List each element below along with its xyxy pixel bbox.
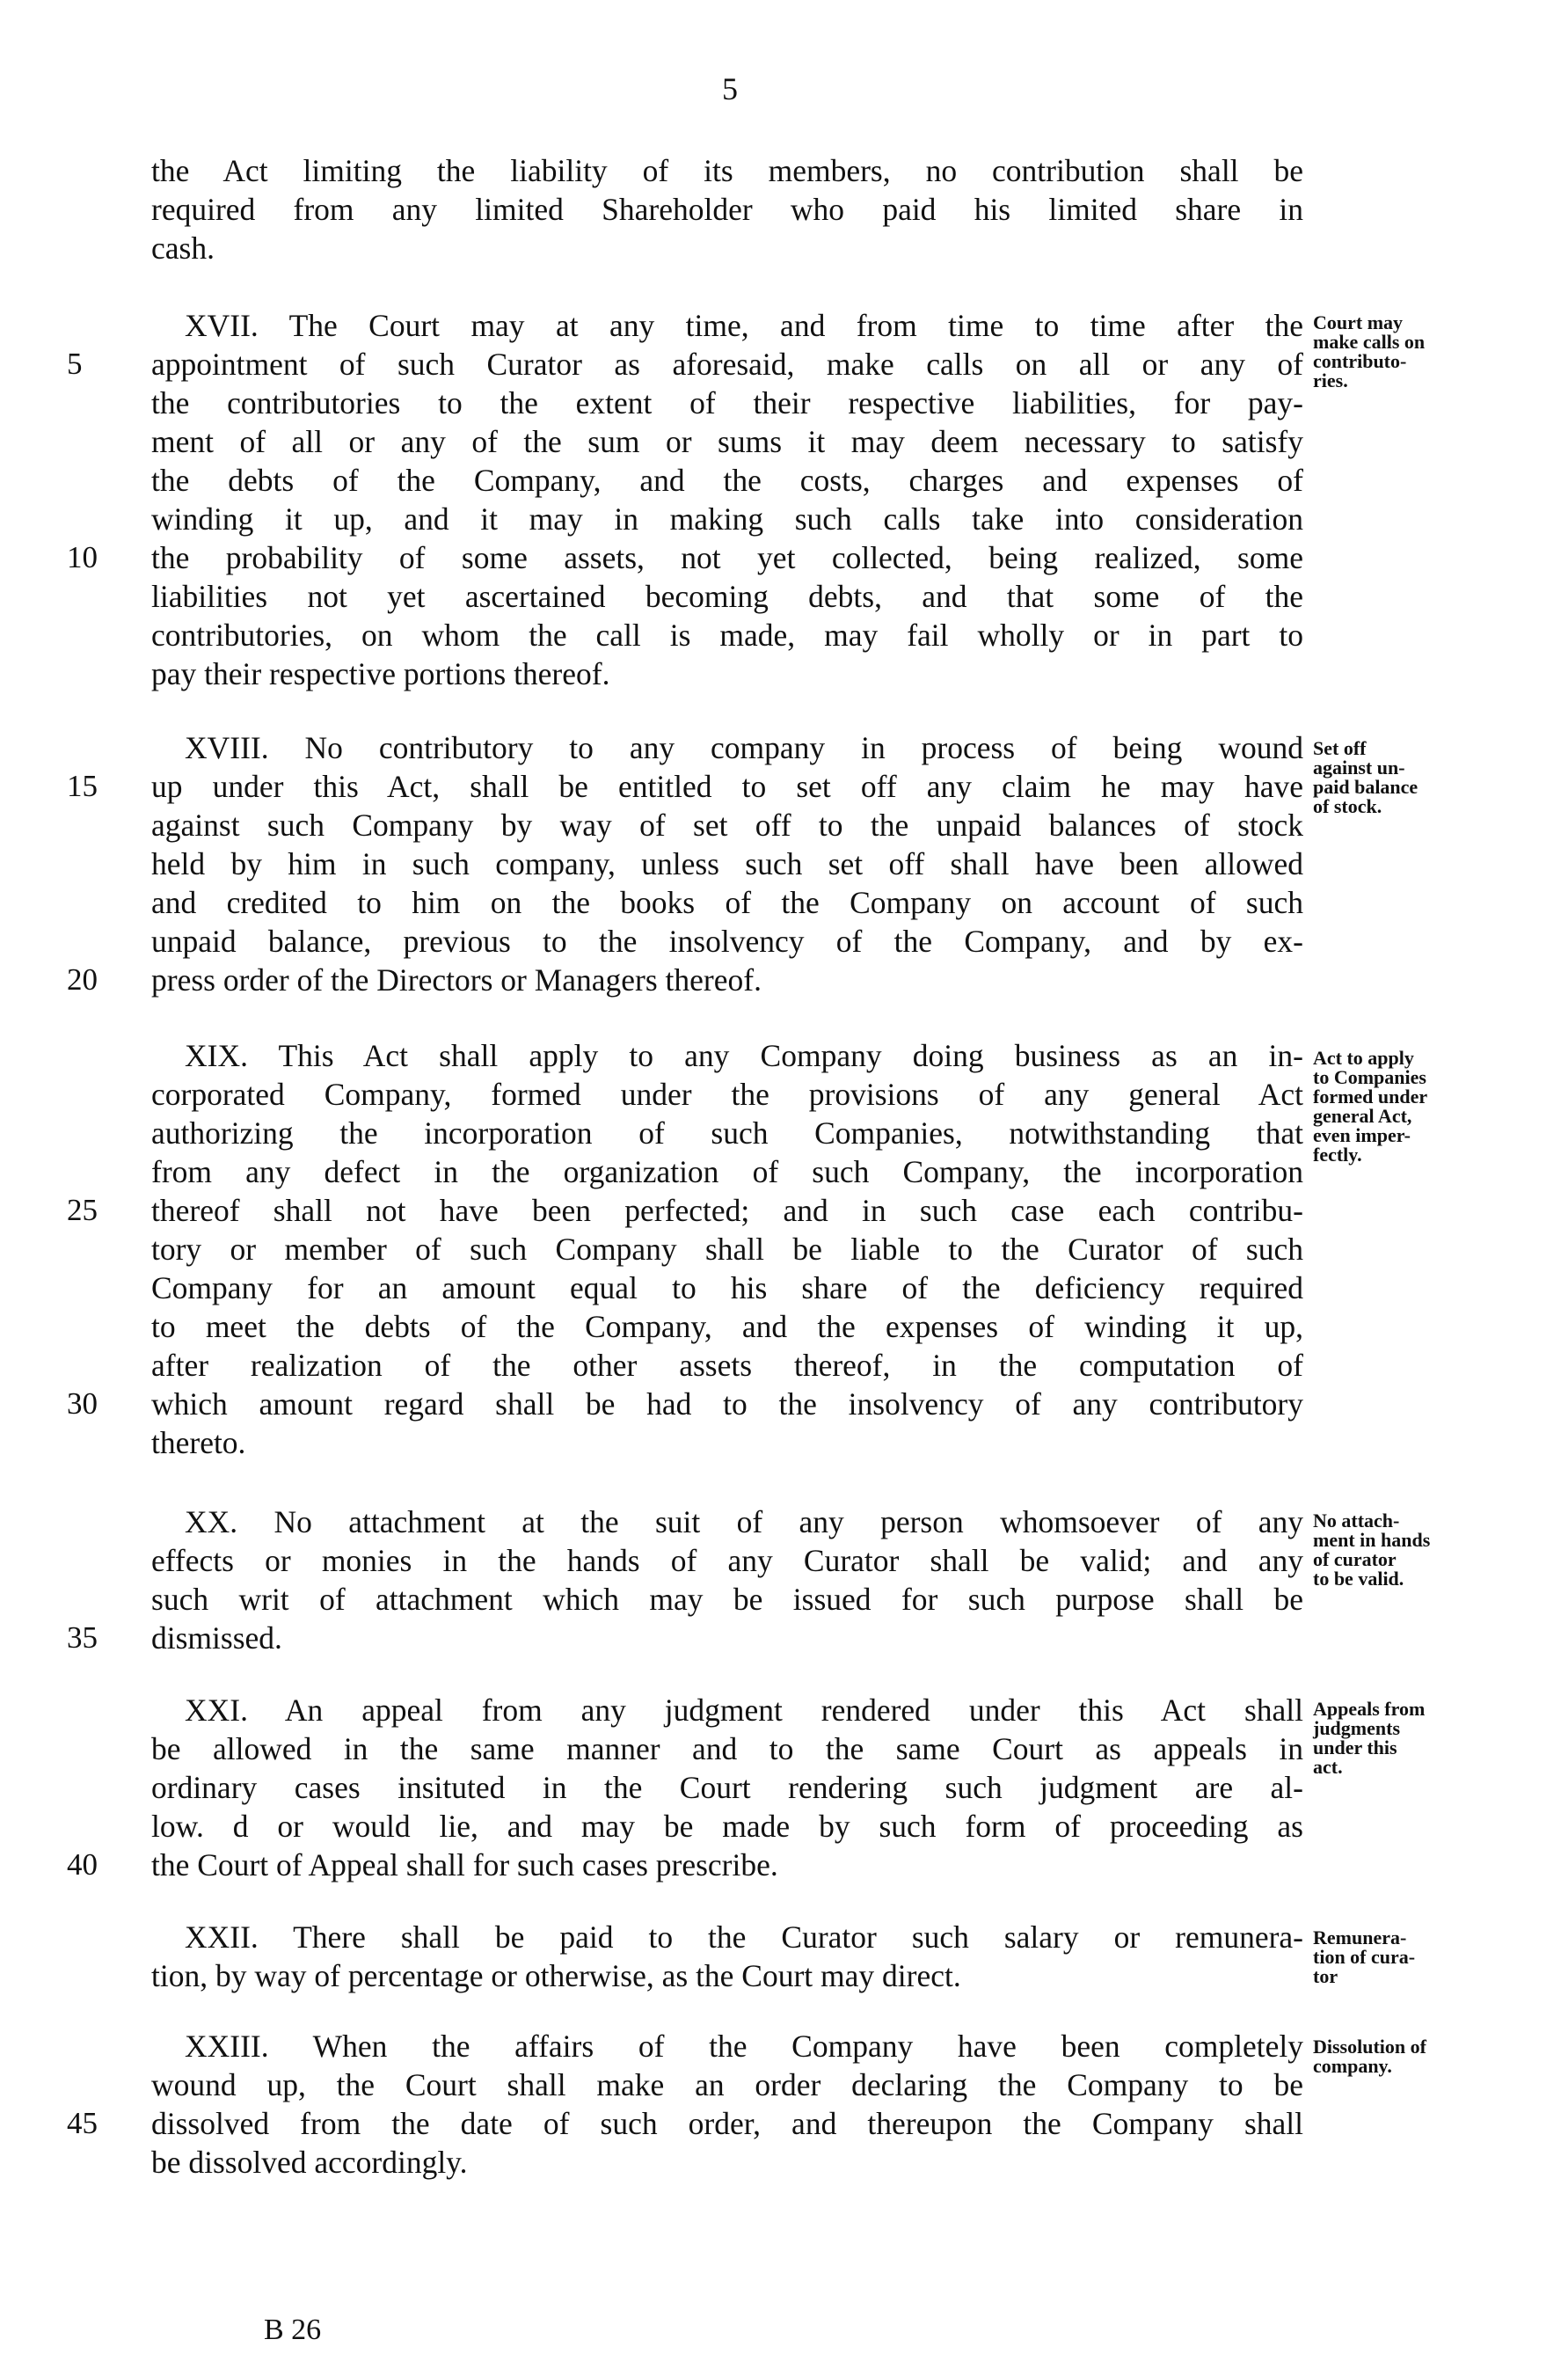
text-line: the Act limiting the liability of its members, no contribution shall be: [151, 153, 1303, 188]
margin-note-line: fectly.: [1313, 1144, 1362, 1166]
text-line: XIX. This Act shall apply to any Company doing business as an in-: [185, 1038, 1303, 1073]
line-number: 5: [67, 347, 83, 381]
paragraph-intro: [151, 151, 1303, 267]
margin-note-line: ries.: [1313, 369, 1348, 391]
text-line: wound up, the Court shall make an order declaring the Company to be: [151, 2067, 1303, 2102]
margin-note-line: No attach-: [1313, 1510, 1400, 1532]
margin-note-line: general Act,: [1313, 1105, 1412, 1127]
text-line: pay their respective portions thereof.: [151, 656, 610, 691]
line-number: 30: [67, 1386, 98, 1421]
line-number: 10: [67, 540, 98, 574]
margin-note-xvii: [1313, 313, 1515, 391]
margin-note-xx: [1313, 1511, 1515, 1589]
margin-note-line: act.: [1313, 1756, 1343, 1778]
text-line: ordinary cases insituted in the Court rendering such judgment are al-: [151, 1770, 1303, 1805]
text-line: which amount regard shall be had to the insolvency of any contributory: [151, 1386, 1303, 1422]
text-line: thereto.: [151, 1425, 246, 1460]
margin-note-line: tion of cura-: [1313, 1946, 1416, 1968]
signature-mark: B 26: [264, 2314, 322, 2346]
text-line: the contributories to the extent of their respective liabilities, for pay-: [151, 385, 1303, 420]
text-line: XVIII. No contributory to any company in process of being wound: [185, 730, 1303, 765]
text-line: dismissed.: [151, 1620, 282, 1656]
paragraph-xxiii: [151, 2027, 1303, 2182]
text-line: dissolved from the date of such order, and thereupon the Company shall: [151, 2106, 1303, 2141]
margin-note-line: formed under: [1313, 1086, 1428, 1108]
margin-note-xxi: [1313, 1700, 1515, 1777]
text-line: the probability of some assets, not yet collected, being realized, some: [151, 540, 1303, 575]
text-line: the Court of Appeal shall for such cases prescribe.: [151, 1847, 778, 1883]
text-line: low. d or would lie, and may be made by such form of proceeding as: [151, 1809, 1303, 1844]
page-number: 5: [722, 71, 738, 106]
margin-note-line: contributo-: [1313, 350, 1407, 372]
margin-note-line: Set off: [1313, 737, 1367, 759]
margin-note-line: Appeals from: [1313, 1698, 1426, 1720]
margin-note-line: tor: [1313, 1965, 1338, 1987]
text-line: authorizing the incorporation of such Companies, notwithstanding that: [151, 1115, 1303, 1151]
margin-note-xxiii: [1313, 2037, 1515, 2076]
margin-note-line: Court may: [1313, 311, 1404, 333]
margin-note-xviii: [1313, 739, 1515, 816]
margin-note-xxii: [1313, 1928, 1515, 1986]
text-line: to meet the debts of the Company, and the expenses of winding it up,: [151, 1309, 1303, 1344]
margin-note-line: judgments: [1313, 1717, 1401, 1739]
margin-note-line: Act to apply: [1313, 1047, 1414, 1069]
margin-note-line: under this: [1313, 1736, 1397, 1758]
line-number: 40: [67, 1847, 98, 1882]
paragraph-xix: [151, 1036, 1303, 1462]
margin-note-line: ment in hands: [1313, 1529, 1431, 1551]
text-line: ment of all or any of the sum or sums it may deem necessary to satisfy: [151, 424, 1303, 459]
margin-note-line: Dissolution of: [1313, 2036, 1426, 2058]
margin-note-line: paid balance: [1313, 776, 1418, 798]
text-line: up under this Act, shall be entitled to set off any claim he may have: [151, 769, 1303, 804]
margin-note-line: company.: [1313, 2055, 1392, 2077]
text-line: be allowed in the same manner and to the same Court as appeals in: [151, 1731, 1303, 1766]
paragraph-xvii: [151, 306, 1303, 693]
text-line: winding it up, and it may in making such calls take into consideration: [151, 501, 1303, 537]
margin-note-line: to be valid.: [1313, 1568, 1404, 1590]
text-line: cash.: [151, 230, 215, 266]
paragraph-xxii: [151, 1918, 1303, 1995]
text-line: corporated Company, formed under the provisions of any general Act: [151, 1077, 1303, 1112]
text-line: liabilities not yet ascertained becoming debts, and that some of the: [151, 579, 1303, 614]
text-line: after realization of the other assets thereof, in the computation of: [151, 1348, 1303, 1383]
text-line: XXII. There shall be paid to the Curator such salary or remunera-: [185, 1919, 1303, 1955]
text-line: from any defect in the organization of such Company, the incorporation: [151, 1154, 1303, 1189]
line-number: 45: [67, 2106, 98, 2140]
paragraph-xx: [151, 1502, 1303, 1657]
margin-note-line: of stock.: [1313, 795, 1382, 817]
margin-note-line: to Companies: [1313, 1066, 1426, 1088]
line-number: 35: [67, 1620, 98, 1655]
text-line: held by him in such company, unless such set off shall have been allowed: [151, 846, 1303, 881]
margin-note-xix: [1313, 1049, 1515, 1165]
line-number: 15: [67, 769, 98, 803]
text-line: against such Company by way of set off to the unpaid balances of stock: [151, 808, 1303, 843]
text-line: be dissolved accordingly.: [151, 2145, 468, 2180]
text-line: effects or monies in the hands of any Curator shall be valid; and any: [151, 1543, 1303, 1578]
text-line: required from any limited Shareholder who paid his limited share in: [151, 192, 1303, 227]
text-line: and credited to him on the books of the Company on account of such: [151, 885, 1303, 920]
text-line: Company for an amount equal to his share of the deficiency required: [151, 1270, 1303, 1305]
text-line: the debts of the Company, and the costs, charges and expenses of: [151, 463, 1303, 498]
paragraph-xxi: [151, 1691, 1303, 1884]
text-line: appointment of such Curator as aforesaid, make calls on all or any of: [151, 347, 1303, 382]
text-line: press order of the Directors or Managers thereof.: [151, 962, 762, 998]
margin-note-line: Remunera-: [1313, 1926, 1407, 1948]
text-line: contributories, on whom the call is made, may fail wholly or in part to: [151, 618, 1303, 653]
margin-note-line: against un-: [1313, 757, 1405, 779]
margin-note-line: make calls on: [1313, 331, 1426, 353]
text-line: XXI. An appeal from any judgment rendered under this Act shall: [185, 1692, 1303, 1728]
text-line: unpaid balance, previous to the insolvency of the Company, and by ex-: [151, 924, 1303, 959]
paragraph-xviii: [151, 728, 1303, 999]
text-line: such writ of attachment which may be issued for such purpose shall be: [151, 1582, 1303, 1617]
margin-note-line: of curator: [1313, 1548, 1397, 1570]
margin-note-line: even imper-: [1313, 1124, 1411, 1146]
line-number: 25: [67, 1193, 98, 1227]
text-line: thereof shall not have been perfected; and in such case each contribu-: [151, 1193, 1303, 1228]
text-line: XVII. The Court may at any time, and from time to time after the: [185, 308, 1303, 343]
text-line: tory or member of such Company shall be liable to the Curator of such: [151, 1232, 1303, 1267]
text-line: XXIII. When the affairs of the Company have been completely: [185, 2029, 1303, 2064]
text-line: tion, by way of percentage or otherwise, as the Court may direct.: [151, 1958, 961, 1993]
line-number: 20: [67, 962, 98, 997]
text-line: XX. No attachment at the suit of any person whomsoever of any: [185, 1504, 1303, 1539]
